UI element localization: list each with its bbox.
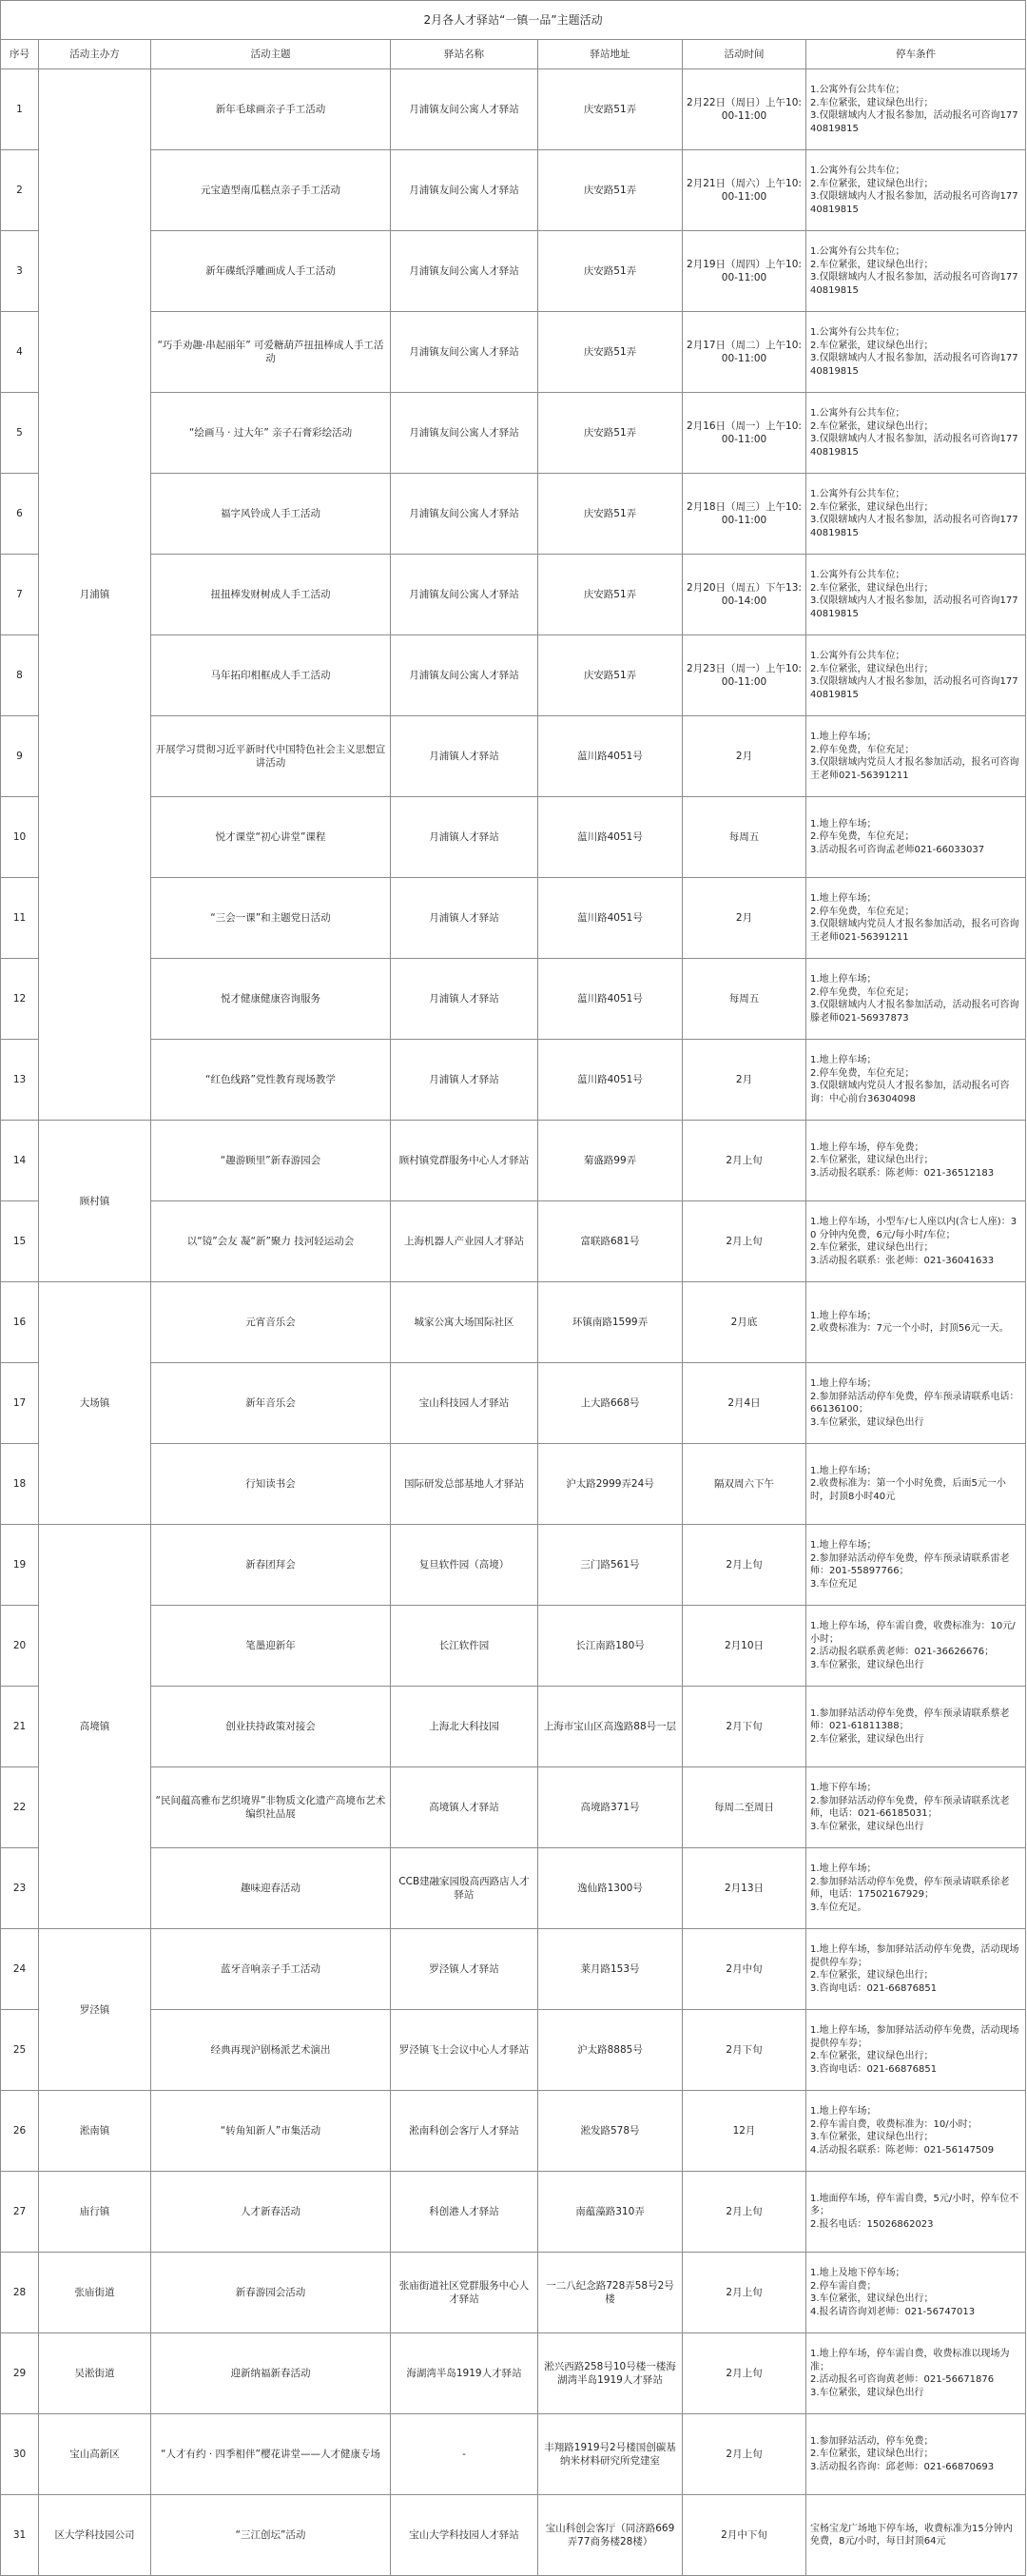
theme-cell: 开展学习贯彻习近平新时代中国特色社会主义思想宣讲活动	[151, 716, 391, 797]
address-cell: 莱月路153号	[538, 1929, 683, 2010]
theme-cell: “红色线路”党性教育现场教学	[151, 1040, 391, 1121]
row-number: 19	[1, 1525, 39, 1606]
parking-cell: 1.地上停车场，停车免费； 2.车位紧张，建议绿色出行； 3.活动报名联系：陈老师：021-36512183	[806, 1121, 1026, 1201]
station-cell: 月浦镇人才驿站	[391, 797, 538, 878]
theme-cell: 经典再现沪剧杨派艺术演出	[151, 2010, 391, 2091]
station-cell: 月浦镇友间公寓人才驿站	[391, 69, 538, 150]
theme-cell: 悦才健康健康咨询服务	[151, 959, 391, 1040]
time-cell: 2月上旬	[683, 2333, 806, 2414]
parking-cell: 1.地上停车场； 2.停车免费，车位充足； 3.活动报名可咨询孟老师021-66033037	[806, 797, 1026, 878]
address-cell: 庆安路51弄	[538, 231, 683, 312]
table-row	[1, 474, 1026, 555]
header-parking: 停车条件	[806, 40, 1026, 69]
row-number: 12	[1, 959, 39, 1040]
parking-cell: 1.地上停车场； 2.收费标准为：第一个小时免费，后面5元一小时，封顶8小时40元	[806, 1444, 1026, 1525]
row-number: 24	[1, 1929, 39, 2010]
address-cell: 庆安路51弄	[538, 393, 683, 474]
theme-cell: 新年毛球画亲子手工活动	[151, 69, 391, 150]
address-cell: 高境路371号	[538, 1767, 683, 1848]
address-cell: 庆安路51弄	[538, 635, 683, 716]
station-cell: 月浦镇友间公寓人才驿站	[391, 635, 538, 716]
address-cell: 上大路668号	[538, 1363, 683, 1444]
row-number: 21	[1, 1687, 39, 1767]
row-number: 11	[1, 878, 39, 959]
table-row	[1, 878, 1026, 959]
row-number: 9	[1, 716, 39, 797]
row-number: 22	[1, 1767, 39, 1848]
row-number: 18	[1, 1444, 39, 1525]
address-cell: 一二八纪念路728弄58号2号楼	[538, 2253, 683, 2333]
theme-cell: 笔墨迎新年	[151, 1606, 391, 1687]
parking-cell: 1.公寓外有公共车位； 2.车位紧张，建议绿色出行； 3.仅限辖域内人才报名参加，活动报名可咨询17740819815	[806, 555, 1026, 635]
address-cell: 南蕴藻路310弄	[538, 2172, 683, 2253]
station-cell: -	[391, 2414, 538, 2495]
row-number: 27	[1, 2172, 39, 2253]
organizer-cell: 大场镇	[39, 1282, 151, 1525]
row-number: 15	[1, 1201, 39, 1282]
station-cell: 海湖湾半岛1919人才驿站	[391, 2333, 538, 2414]
theme-cell: 人才新春活动	[151, 2172, 391, 2253]
organizer-cell: 吴淞街道	[39, 2333, 151, 2414]
theme-cell: “人才有约 · 四季相伴”樱花讲堂——人才健康专场	[151, 2414, 391, 2495]
theme-cell: 福字风铃成人手工活动	[151, 474, 391, 555]
time-cell: 2月上旬	[683, 1525, 806, 1606]
row-number: 13	[1, 1040, 39, 1121]
station-cell: 罗泾镇人才驿站	[391, 1929, 538, 2010]
address-cell: 淞发路578号	[538, 2091, 683, 2172]
address-cell: 庆安路51弄	[538, 69, 683, 150]
table-row	[1, 1687, 1026, 1767]
table-row	[1, 69, 1026, 150]
station-cell: 复旦软件园（高境）	[391, 1525, 538, 1606]
theme-cell: 趣味迎春活动	[151, 1848, 391, 1929]
time-cell: 2月22日（周日）上午10:00-11:00	[683, 69, 806, 150]
address-cell: 庆安路51弄	[538, 555, 683, 635]
time-cell: 2月上旬	[683, 1201, 806, 1282]
station-cell: 月浦镇人才驿站	[391, 959, 538, 1040]
address-cell: 三门路561号	[538, 1525, 683, 1606]
header-organizer: 活动主办方	[39, 40, 151, 69]
time-cell: 2月上旬	[683, 2253, 806, 2333]
parking-cell: 1.地上停车场，停车需自费，收费标准以现场为准； 2.活动报名可咨询黄老师：021-56671876 3.车位紧张，建议绿色出行	[806, 2333, 1026, 2414]
row-number: 31	[1, 2495, 39, 2576]
organizer-cell: 庙行镇	[39, 2172, 151, 2253]
row-number: 3	[1, 231, 39, 312]
station-cell: 长江软件园	[391, 1606, 538, 1687]
parking-cell: 1.地上停车场； 2.参加驿站活动停车免费，停车预录请联系雷老师：201-55897766； 3.车位充足	[806, 1525, 1026, 1606]
theme-cell: 行知读书会	[151, 1444, 391, 1525]
parking-cell: 1.地上停车场，小型车/七人座以内(含七人座)：30 分钟内免费，6元/每小时/车位； 2.车位紧张，建议绿色出行； 3.活动报名联系：张老师：021-36041633	[806, 1201, 1026, 1282]
time-cell: 2月	[683, 878, 806, 959]
organizer-cell: 罗泾镇	[39, 1929, 151, 2091]
address-cell: 环镇南路1599弄	[538, 1282, 683, 1363]
table-row	[1, 1282, 1026, 1363]
time-cell: 每周五	[683, 959, 806, 1040]
time-cell: 2月上旬	[683, 1121, 806, 1201]
station-cell: 罗泾镇飞士会议中心人才驿站	[391, 2010, 538, 2091]
table-row	[1, 150, 1026, 231]
header-station: 驿站名称	[391, 40, 538, 69]
time-cell: 2月4日	[683, 1363, 806, 1444]
row-number: 6	[1, 474, 39, 555]
time-cell: 2月20日（周五）下午13:00-14:00	[683, 555, 806, 635]
theme-cell: “绘画马 · 过大年” 亲子石膏彩绘活动	[151, 393, 391, 474]
theme-cell: 新春游园会活动	[151, 2253, 391, 2333]
organizer-cell: 张庙街道	[39, 2253, 151, 2333]
row-number: 10	[1, 797, 39, 878]
parking-cell: 1.地上停车场； 2.参加驿站活动停车免费，停车预录请联系徐老师，电话：17502167929； 3.车位充足。	[806, 1848, 1026, 1929]
parking-cell: 1.地上及地下停车场； 2.停车需自费； 3.车位紧张，建议绿色出行； 4.报名请咨询刘老师：021-56747013	[806, 2253, 1026, 2333]
parking-cell: 1.地上停车场，参加驿站活动停车免费，活动现场提供停车券； 2.车位紧张，建议绿色出行； 3.咨询电话：021-66876851	[806, 2010, 1026, 2091]
parking-cell: 1.地上停车场； 2.收费标准为：7元一个小时，封顶56元一天。	[806, 1282, 1026, 1363]
time-cell: 2月19日（周四）上午10:00-11:00	[683, 231, 806, 312]
address-cell: 长江南路180号	[538, 1606, 683, 1687]
theme-cell: 迎新纳福新春活动	[151, 2333, 391, 2414]
parking-cell: 1.地面停车场，停车需自费，5元/小时，停车位不多； 2.报名电话：15026862023	[806, 2172, 1026, 2253]
time-cell: 2月17日（周二）上午10:00-11:00	[683, 312, 806, 393]
table-title: 2月各人才驿站“一镇一品”主题活动	[1, 1, 1026, 40]
header-time: 活动时间	[683, 40, 806, 69]
station-cell: 顾村镇党群服务中心人才驿站	[391, 1121, 538, 1201]
theme-cell: “三会一课”和主题党日活动	[151, 878, 391, 959]
row-number: 5	[1, 393, 39, 474]
address-cell: 蕰川路4051号	[538, 797, 683, 878]
time-cell: 每周二至周日	[683, 1767, 806, 1848]
table-row	[1, 1363, 1026, 1444]
table-row	[1, 2333, 1026, 2414]
theme-cell: 元宵音乐会	[151, 1282, 391, 1363]
time-cell: 2月13日	[683, 1848, 806, 1929]
station-cell: 月浦镇友间公寓人才驿站	[391, 150, 538, 231]
address-cell: 淞兴西路258号10号楼一楼海湖湾半岛1919人才驿站	[538, 2333, 683, 2414]
parking-cell: 1.公寓外有公共车位； 2.车位紧张，建议绿色出行； 3.仅限辖域内人才报名参加，活动报名可咨询17740819815	[806, 150, 1026, 231]
table-row	[1, 2010, 1026, 2091]
time-cell: 2月上旬	[683, 2414, 806, 2495]
theme-cell: “趣游顾里”新春游园会	[151, 1121, 391, 1201]
address-cell: 宝山科创会客厅（同济路669弄77商务楼28楼）	[538, 2495, 683, 2576]
time-cell: 2月中旬	[683, 1929, 806, 2010]
table-row	[1, 2172, 1026, 2253]
time-cell: 12月	[683, 2091, 806, 2172]
theme-cell: 扭扭棒发财树成人手工活动	[151, 555, 391, 635]
time-cell: 每周五	[683, 797, 806, 878]
station-cell: 月浦镇友间公寓人才驿站	[391, 474, 538, 555]
station-cell: 国际研发总部基地人才驿站	[391, 1444, 538, 1525]
address-cell: 丰翔路1919号2号楼国创碳基纳米材料研究所党建室	[538, 2414, 683, 2495]
header-address: 驿站地址	[538, 40, 683, 69]
station-cell: 月浦镇友间公寓人才驿站	[391, 312, 538, 393]
table-row	[1, 393, 1026, 474]
station-cell: 张庙街道社区党群服务中心人才驿站	[391, 2253, 538, 2333]
table-row	[1, 959, 1026, 1040]
organizer-cell: 淞南镇	[39, 2091, 151, 2172]
table-row	[1, 1525, 1026, 1606]
time-cell: 2月底	[683, 1282, 806, 1363]
parking-cell: 宝杨宝龙广场地下停车场，收费标准为15分钟内免费，8元/小时，每日封顶64元	[806, 2495, 1026, 2576]
theme-cell: “民间蕴高雅布艺织境界”非物质文化遗产高境布艺术编织社品展	[151, 1767, 391, 1848]
theme-cell: 新年音乐会	[151, 1363, 391, 1444]
address-cell: 庆安路51弄	[538, 474, 683, 555]
station-cell: 月浦镇人才驿站	[391, 878, 538, 959]
table-row	[1, 555, 1026, 635]
theme-cell: 悦才课堂“初心讲堂”课程	[151, 797, 391, 878]
address-cell: 菊盛路99弄	[538, 1121, 683, 1201]
time-cell: 2月	[683, 1040, 806, 1121]
parking-cell: 1.公寓外有公共车位； 2.车位紧张，建议绿色出行； 3.仅限辖域内人才报名参加，活动报名可咨询17740819815	[806, 312, 1026, 393]
row-number: 25	[1, 2010, 39, 2091]
address-cell: 沪太路8885号	[538, 2010, 683, 2091]
table-row	[1, 1444, 1026, 1525]
parking-cell: 1.地上停车场，停车需自费，收费标准为：10元/小时； 2.活动报名联系黄老师：021-36626676； 3.车位紧张，建议绿色出行	[806, 1606, 1026, 1687]
organizer-cell: 高境镇	[39, 1525, 151, 1929]
organizer-cell: 区大学科技园公司	[39, 2495, 151, 2576]
time-cell: 2月21日（周六）上午10:00-11:00	[683, 150, 806, 231]
theme-cell: 马年拓印相框成人手工活动	[151, 635, 391, 716]
address-cell: 蕰川路4051号	[538, 716, 683, 797]
station-cell: CCB建融家园殷高西路店人才驿站	[391, 1848, 538, 1929]
parking-cell: 1.地上停车场； 2.停车需自费，收费标准为：10/小时； 3.车位紧张，建议绿色出行； 4.活动报名联系：陈老师：021-56147509	[806, 2091, 1026, 2172]
row-number: 16	[1, 1282, 39, 1363]
theme-cell: “转角知新人”市集活动	[151, 2091, 391, 2172]
station-cell: 科创港人才驿站	[391, 2172, 538, 2253]
station-cell: 城家公寓大场国际社区	[391, 1282, 538, 1363]
table-row	[1, 797, 1026, 878]
row-number: 14	[1, 1121, 39, 1201]
parking-cell: 1.地下停车场； 2.参加驿站活动停车免费，停车预录请联系沈老师，电话：021-66185031； 3.车位紧张，建议绿色出行	[806, 1767, 1026, 1848]
station-cell: 月浦镇人才驿站	[391, 1040, 538, 1121]
station-cell: 月浦镇人才驿站	[391, 716, 538, 797]
table-row	[1, 1767, 1026, 1848]
time-cell: 2月下旬	[683, 2010, 806, 2091]
station-cell: 月浦镇友间公寓人才驿站	[391, 231, 538, 312]
parking-cell: 1.公寓外有公共车位； 2.车位紧张，建议绿色出行； 3.仅限辖域内人才报名参加，活动报名可咨询17740819815	[806, 231, 1026, 312]
row-number: 28	[1, 2253, 39, 2333]
table-row	[1, 635, 1026, 716]
station-cell: 宝山科技园人才驿站	[391, 1363, 538, 1444]
header-theme: 活动主题	[151, 40, 391, 69]
table-row	[1, 2414, 1026, 2495]
parking-cell: 1.公寓外有公共车位； 2.车位紧张，建议绿色出行； 3.仅限辖域内人才报名参加，活动报名可咨询17740819815	[806, 635, 1026, 716]
row-number: 29	[1, 2333, 39, 2414]
time-cell: 2月18日（周三）上午10:00-11:00	[683, 474, 806, 555]
table-row	[1, 312, 1026, 393]
theme-cell: 以“镜”会友 凝“新”聚力 技河轻运动会	[151, 1201, 391, 1282]
address-cell: 上海市宝山区高逸路88号一层	[538, 1687, 683, 1767]
theme-cell: “巧手劝趣·串起丽年” 可爱糖葫芦扭扭棒成人手工活动	[151, 312, 391, 393]
theme-cell: 蓝牙音响亲子手工活动	[151, 1929, 391, 2010]
time-cell: 2月23日（周一）上午10:00-11:00	[683, 635, 806, 716]
table-row	[1, 1929, 1026, 2010]
table-row	[1, 1201, 1026, 1282]
address-cell: 逸仙路1300号	[538, 1848, 683, 1929]
row-number: 1	[1, 69, 39, 150]
station-cell: 上海机器人产业园人才驿站	[391, 1201, 538, 1282]
row-number: 26	[1, 2091, 39, 2172]
row-number: 23	[1, 1848, 39, 1929]
parking-cell: 1.参加驿站活动，停车免费； 2.车位紧张，建议绿色出行； 3.活动报名咨询：邱老师：021-66870693	[806, 2414, 1026, 2495]
table-row	[1, 2091, 1026, 2172]
theme-cell: “三江创坛”活动	[151, 2495, 391, 2576]
theme-cell: 创业扶持政策对接会	[151, 1687, 391, 1767]
theme-cell: 新春团拜会	[151, 1525, 391, 1606]
table-row	[1, 1848, 1026, 1929]
time-cell: 2月10日	[683, 1606, 806, 1687]
table-row	[1, 231, 1026, 312]
time-cell: 2月上旬	[683, 2172, 806, 2253]
row-number: 20	[1, 1606, 39, 1687]
parking-cell: 1.地上停车场； 2.停车免费，车位充足； 3.仅限辖域内党员人才报名参加活动，报名可咨询王老师021-56391211	[806, 716, 1026, 797]
time-cell: 2月中下旬	[683, 2495, 806, 2576]
row-number: 8	[1, 635, 39, 716]
row-number: 17	[1, 1363, 39, 1444]
address-cell: 富联路681号	[538, 1201, 683, 1282]
row-number: 7	[1, 555, 39, 635]
parking-cell: 1.地上停车场； 2.停车免费，车位充足； 3.仅限辖域内党员人才报名参加活动，报名可咨询王老师021-56391211	[806, 878, 1026, 959]
parking-cell: 1.公寓外有公共车位； 2.车位紧张，建议绿色出行； 3.仅限辖域内人才报名参加，活动报名可咨询17740819815	[806, 474, 1026, 555]
header-no: 序号	[1, 40, 39, 69]
station-cell: 高境镇人才驿站	[391, 1767, 538, 1848]
table-row	[1, 1606, 1026, 1687]
station-cell: 月浦镇友间公寓人才驿站	[391, 393, 538, 474]
time-cell: 2月下旬	[683, 1687, 806, 1767]
parking-cell: 1.公寓外有公共车位； 2.车位紧张，建议绿色出行； 3.仅限辖域内人才报名参加，活动报名可咨询17740819815	[806, 393, 1026, 474]
address-cell: 庆安路51弄	[538, 150, 683, 231]
parking-cell: 1.公寓外有公共车位； 2.车位紧张，建议绿色出行； 3.仅限辖域内人才报名参加，活动报名可咨询17740819815	[806, 69, 1026, 150]
address-cell: 蕰川路4051号	[538, 1040, 683, 1121]
station-cell: 淞南科创会客厅人才驿站	[391, 2091, 538, 2172]
station-cell: 宝山大学科技园人才驿站	[391, 2495, 538, 2576]
parking-cell: 1.参加驿站活动停车免费，停车预录请联系蔡老师：021-61811388； 2.车位紧张，建议绿色出行	[806, 1687, 1026, 1767]
address-cell: 沪太路2999弄24号	[538, 1444, 683, 1525]
parking-cell: 1.地上停车场，参加驿站活动停车免费，活动现场提供停车券； 2.车位紧张，建议绿色出行； 3.咨询电话：021-66876851	[806, 1929, 1026, 2010]
time-cell: 2月16日（周一）上午10:00-11:00	[683, 393, 806, 474]
parking-cell: 1.地上停车场； 2.参加驿站活动停车免费，停车预录请联系电话：66136100； 3.车位紧张，建议绿色出行	[806, 1363, 1026, 1444]
theme-cell: 元宝造型南瓜糕点亲子手工活动	[151, 150, 391, 231]
table-row	[1, 716, 1026, 797]
station-cell: 月浦镇友间公寓人才驿站	[391, 555, 538, 635]
row-number: 30	[1, 2414, 39, 2495]
parking-cell: 1.地上停车场； 2.停车免费，车位充足； 3.仅限辖域内党员人才报名参加，活动报名可咨询：中心前台36304098	[806, 1040, 1026, 1121]
time-cell: 2月	[683, 716, 806, 797]
row-number: 4	[1, 312, 39, 393]
address-cell: 蕰川路4051号	[538, 959, 683, 1040]
address-cell: 庆安路51弄	[538, 312, 683, 393]
row-number: 2	[1, 150, 39, 231]
table-row	[1, 2495, 1026, 2576]
organizer-cell: 顾村镇	[39, 1121, 151, 1282]
address-cell: 蕰川路4051号	[538, 878, 683, 959]
station-cell: 上海北大科技园	[391, 1687, 538, 1767]
table-row	[1, 2253, 1026, 2333]
time-cell: 隔双周六下午	[683, 1444, 806, 1525]
organizer-cell: 宝山高新区	[39, 2414, 151, 2495]
table-row	[1, 1040, 1026, 1121]
table-row	[1, 1121, 1026, 1201]
parking-cell: 1.地上停车场； 2.停车免费，车位充足； 3.仅限辖域内人才报名参加活动，活动报名可咨询滕老师021-56937873	[806, 959, 1026, 1040]
theme-cell: 新年碟纸浮雕画成人手工活动	[151, 231, 391, 312]
organizer-cell: 月浦镇	[39, 69, 151, 1121]
